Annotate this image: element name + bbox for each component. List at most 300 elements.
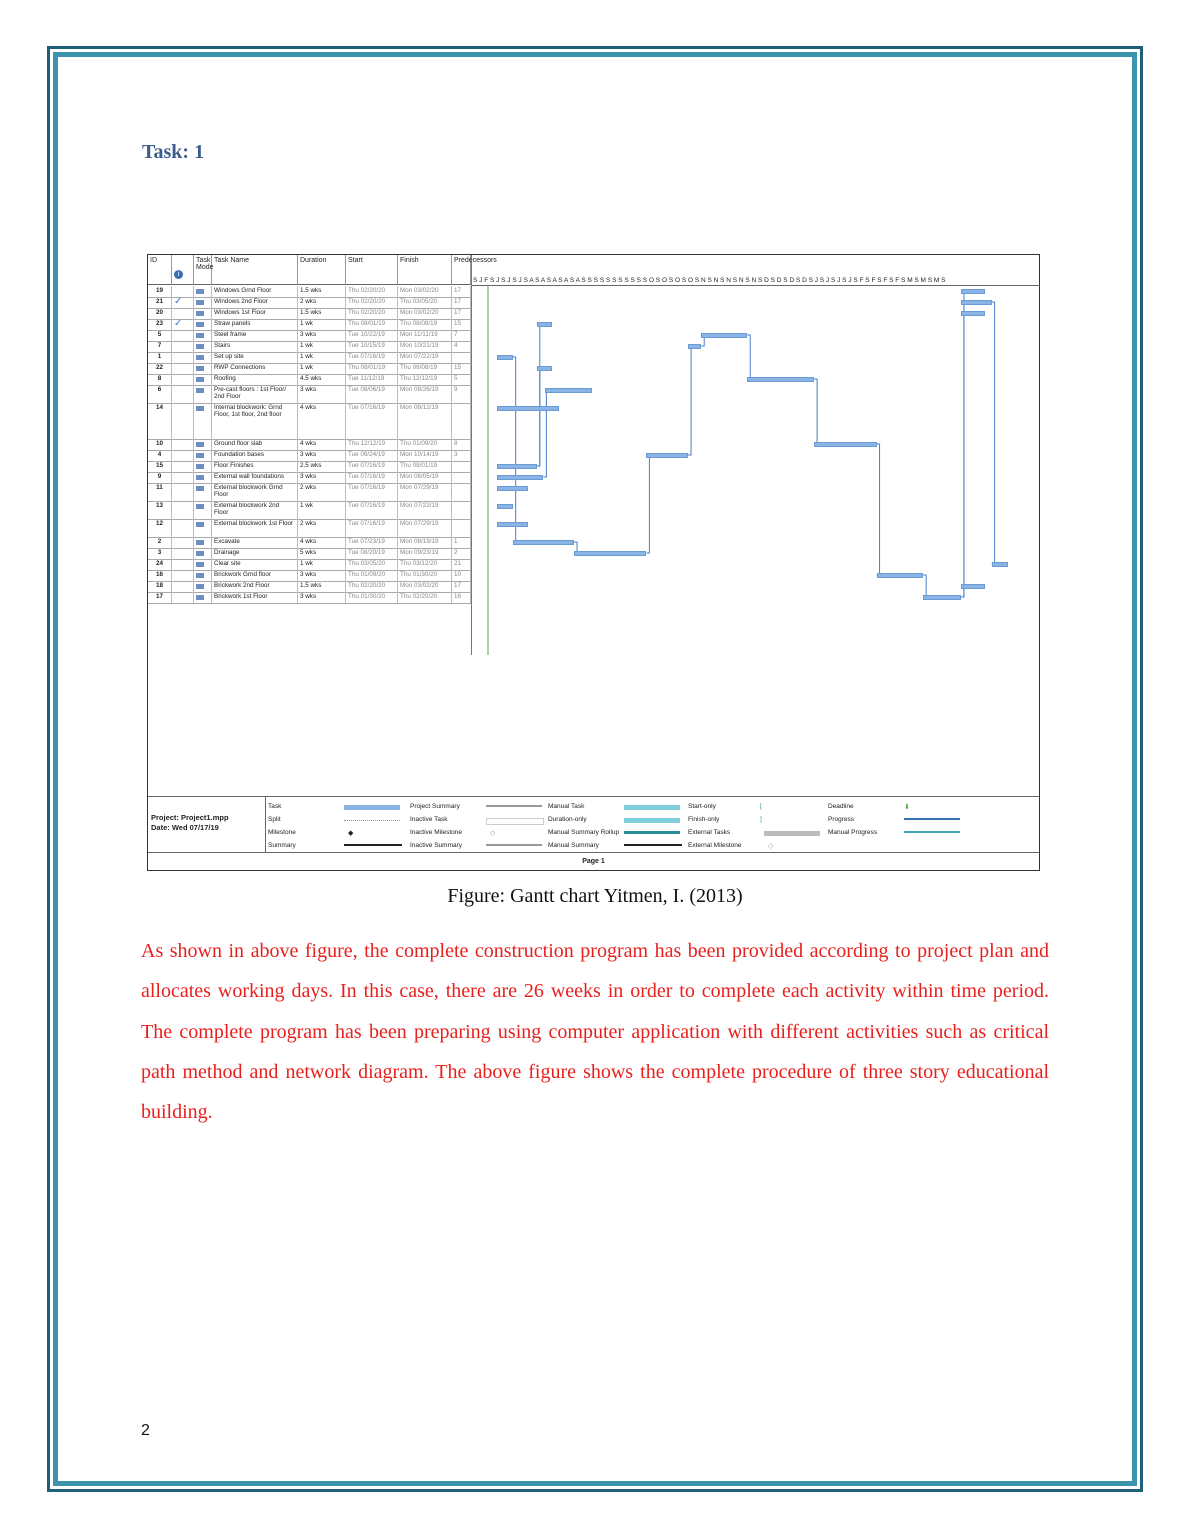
- header-predecessors: Predecessors: [452, 255, 471, 285]
- auto-schedule-icon: [196, 442, 204, 447]
- task-bar: [545, 388, 592, 393]
- task-duration: 5 wks: [298, 548, 346, 559]
- task-mode: [194, 450, 212, 461]
- task-id: 17: [148, 592, 172, 603]
- task-predecessors: [452, 352, 471, 363]
- task-check: [172, 559, 194, 570]
- task-predecessors: 2: [452, 548, 471, 559]
- task-bar: [574, 551, 646, 556]
- task-predecessors: 16: [452, 592, 471, 603]
- legend-swatch: [486, 818, 544, 825]
- task-mode: [194, 363, 212, 374]
- auto-schedule-icon: [196, 344, 204, 349]
- auto-schedule-icon: [196, 355, 204, 360]
- task-finish: Mon 10/14/19: [398, 450, 452, 461]
- task-id: 22: [148, 363, 172, 374]
- task-start: Thu 08/01/19: [346, 363, 398, 374]
- task-check: [172, 537, 194, 548]
- task-start: Thu 01/09/20: [346, 570, 398, 581]
- task-duration: 3 wks: [298, 385, 346, 403]
- task-start: Thu 12/12/19: [346, 439, 398, 450]
- task-mode: [194, 319, 212, 330]
- legend-swatch: [344, 820, 400, 821]
- task-finish: Mon 07/22/19: [398, 352, 452, 363]
- task-bar: [877, 573, 924, 578]
- task-bar: [513, 540, 574, 545]
- task-mode: [194, 341, 212, 352]
- task-duration: 3 wks: [298, 592, 346, 603]
- task-check: ✓: [172, 297, 194, 308]
- task-predecessors: [452, 403, 471, 439]
- project-name: Project: Project1.mpp: [151, 813, 229, 822]
- task-duration: 1 wk: [298, 352, 346, 363]
- task-id: 14: [148, 403, 172, 439]
- task-finish: Thu 01/09/20: [398, 439, 452, 450]
- task-duration: 2 wks: [298, 519, 346, 537]
- header-duration: Duration: [298, 255, 346, 285]
- task-id: 18: [148, 581, 172, 592]
- task-row: [148, 385, 471, 404]
- task-predecessors: 10: [452, 570, 471, 581]
- task-row: [148, 483, 471, 502]
- legend-label: Manual Summary Rollup: [548, 829, 620, 836]
- task-id: 16: [148, 570, 172, 581]
- task-duration: 4 wks: [298, 439, 346, 450]
- task-bar: [497, 504, 512, 509]
- task-mode: [194, 352, 212, 363]
- task-finish: Mon 08/26/19: [398, 385, 452, 403]
- task-mode: [194, 385, 212, 403]
- task-id: 5: [148, 330, 172, 341]
- task-check: ✓: [172, 319, 194, 330]
- task-check: [172, 403, 194, 439]
- task-duration: 3 wks: [298, 570, 346, 581]
- task-start: Tue 07/23/19: [346, 537, 398, 548]
- legend-swatch: ◇: [490, 830, 496, 837]
- task-name: External blockwork Grnd Floor: [212, 483, 298, 501]
- auto-schedule-icon: [196, 377, 204, 382]
- legend-label: Project Summary: [410, 803, 460, 810]
- task-row: [148, 501, 471, 520]
- task-name: Brickwork Grnd floor: [212, 570, 298, 581]
- timescale-labels: S J F S J S J S J S A S A S A S A S A S S S S S S S S S S S O S O S O S O S N S N S N S N S N S D S D S D S D S J S J S J S J S F S F S F S F S M S M S M S: [473, 277, 946, 284]
- task-duration: 2 wks: [298, 297, 346, 308]
- legend-swatch: [624, 805, 680, 810]
- legend-swatch: [624, 844, 682, 846]
- task-finish: Mon 03/02/20: [398, 581, 452, 592]
- task-bar: [497, 406, 558, 411]
- task-id: 4: [148, 450, 172, 461]
- task-mode: [194, 286, 212, 297]
- task-predecessors: [452, 483, 471, 501]
- task-name: Windows 1st Floor: [212, 308, 298, 319]
- task-bar: [497, 475, 543, 480]
- task-name: External wall foundations: [212, 472, 298, 483]
- dependency-link: [923, 575, 926, 597]
- task-predecessors: [452, 501, 471, 519]
- dependency-link: [646, 455, 649, 553]
- task-finish: Mon 07/22/19: [398, 501, 452, 519]
- task-finish: Mon 10/21/19: [398, 341, 452, 352]
- task-start: Tue 10/22/19: [346, 330, 398, 341]
- task-finish: Mon 11/11/19: [398, 330, 452, 341]
- legend-label: Milestone: [268, 829, 296, 836]
- auto-schedule-icon: [196, 595, 204, 600]
- legend-label: Task: [268, 803, 282, 810]
- task-name: Steel frame: [212, 330, 298, 341]
- task-duration: 1 wk: [298, 501, 346, 519]
- task-check: [172, 352, 194, 363]
- task-duration: 3 wks: [298, 330, 346, 341]
- legend-separator: [265, 797, 266, 853]
- task-start: Tue 07/16/19: [346, 352, 398, 363]
- auto-schedule-icon: [196, 322, 204, 327]
- task-id: 23: [148, 319, 172, 330]
- gantt-figure: [147, 254, 1040, 871]
- task-duration: 4 wks: [298, 537, 346, 548]
- task-finish: Mon 07/29/19: [398, 519, 452, 537]
- legend-swatch: [624, 818, 680, 823]
- task-id: 6: [148, 385, 172, 403]
- legend-label: Inactive Task: [410, 816, 448, 823]
- legend-label: Inactive Milestone: [410, 829, 463, 836]
- legend-swatch: [624, 831, 680, 834]
- task-duration: 1 wk: [298, 363, 346, 374]
- task-name: Windows Grnd Floor: [212, 286, 298, 297]
- task-bar: [537, 322, 552, 327]
- auto-schedule-icon: [196, 584, 204, 589]
- auto-schedule-icon: [196, 475, 204, 480]
- legend-swatch: [: [760, 803, 762, 810]
- task-start: Tue 08/06/19: [346, 385, 398, 403]
- task-name: Clear site: [212, 559, 298, 570]
- auto-schedule-icon: [196, 453, 204, 458]
- task-name: Brickwork 2nd Floor: [212, 581, 298, 592]
- task-bar: [497, 464, 536, 469]
- task-row: [148, 519, 471, 538]
- task-bar: [814, 442, 876, 447]
- task-duration: 4.5 wks: [298, 374, 346, 385]
- task-predecessors: 15: [452, 363, 471, 374]
- auto-schedule-icon: [196, 504, 204, 509]
- task-name: Set up site: [212, 352, 298, 363]
- auto-schedule-icon: [196, 300, 204, 305]
- task-start: Thu 08/01/19: [346, 319, 398, 330]
- task-predecessors: 4: [452, 341, 471, 352]
- task-row: [148, 592, 471, 604]
- task-start: Thu 02/20/20: [346, 286, 398, 297]
- task-mode: [194, 519, 212, 537]
- auto-schedule-icon: [196, 540, 204, 545]
- task-id: 10: [148, 439, 172, 450]
- task-predecessors: 3: [452, 450, 471, 461]
- task-finish: Thu 01/30/20: [398, 570, 452, 581]
- task-duration: 1.5 wks: [298, 581, 346, 592]
- legend-label: Duration-only: [548, 816, 587, 823]
- legend-label: Manual Progress: [828, 829, 878, 836]
- header-start: Start: [346, 255, 398, 285]
- task-duration: 2 wks: [298, 483, 346, 501]
- header-name: Task Name: [212, 255, 298, 285]
- legend-swatch: [486, 805, 542, 807]
- task-id: 13: [148, 501, 172, 519]
- task-finish: Thu 03/05/20: [398, 297, 452, 308]
- task-id: 19: [148, 286, 172, 297]
- header-id: ID: [148, 255, 172, 285]
- legend-swatch: [344, 805, 400, 810]
- task-check: [172, 472, 194, 483]
- auto-schedule-icon: [196, 522, 204, 527]
- task-name: External blockwork 2nd Floor: [212, 501, 298, 519]
- figure-caption: Figure: Gantt chart Yitmen, I. (2013): [447, 885, 743, 907]
- dependency-link: [992, 302, 995, 564]
- task-bar: [688, 344, 701, 349]
- task-start: Tue 07/16/19: [346, 483, 398, 501]
- task-mode: [194, 330, 212, 341]
- task-start: Tue 07/16/19: [346, 519, 398, 537]
- task-mode: [194, 403, 212, 439]
- task-start: Thu 03/05/20: [346, 559, 398, 570]
- auto-schedule-icon: [196, 388, 204, 393]
- header-finish: Finish: [398, 255, 452, 285]
- task-name: Stairs: [212, 341, 298, 352]
- task-mode: [194, 297, 212, 308]
- legend-swatch: ◇: [768, 843, 774, 850]
- task-name: Foundation bases: [212, 450, 298, 461]
- task-predecessors: 5: [452, 374, 471, 385]
- task-check: [172, 341, 194, 352]
- task-finish: Mon 08/05/19: [398, 472, 452, 483]
- task-id: 21: [148, 297, 172, 308]
- body-paragraph: As shown in above figure, the complete construction program has been provided according to project plan and allocates working days. In this case, there are 26 weeks in order to complete each activity within time period. The complete program has been preparing using computer application with different activities such as critical path method and network diagram. The above figure shows the complete procedure of three story educational building.: [141, 940, 1049, 1124]
- task-mode: [194, 374, 212, 385]
- task-finish: Thu 08/08/19: [398, 319, 452, 330]
- task-check: [172, 385, 194, 403]
- task-row: [148, 403, 471, 440]
- task-id: 12: [148, 519, 172, 537]
- task-bar: [747, 377, 814, 382]
- task-start: Tue 07/16/19: [346, 403, 398, 439]
- task-bar: [923, 595, 961, 600]
- dependency-link: [543, 390, 546, 477]
- auto-schedule-icon: [196, 573, 204, 578]
- task-finish: Mon 08/19/19: [398, 537, 452, 548]
- task-check: [172, 501, 194, 519]
- legend-label: Progress: [828, 816, 855, 823]
- task-start: Thu 01/30/20: [346, 592, 398, 603]
- task-mode: [194, 592, 212, 603]
- task-duration: 3 wks: [298, 450, 346, 461]
- dependency-link: [747, 335, 750, 379]
- task-duration: 3 wks: [298, 472, 346, 483]
- task-mode: [194, 581, 212, 592]
- task-name: Excavate: [212, 537, 298, 548]
- task-duration: 1 wk: [298, 559, 346, 570]
- task-check: [172, 570, 194, 581]
- task-id: 3: [148, 548, 172, 559]
- task-duration: 1 wk: [298, 341, 346, 352]
- task-bar: [961, 289, 985, 294]
- task-bar: [961, 584, 985, 589]
- task-mode: [194, 559, 212, 570]
- task-finish: Thu 03/12/20: [398, 559, 452, 570]
- task-id: 24: [148, 559, 172, 570]
- task-predecessors: 9: [452, 385, 471, 403]
- task-mode: [194, 501, 212, 519]
- task-check: [172, 548, 194, 559]
- legend-label: Start-only: [688, 803, 716, 810]
- task-predecessors: [452, 461, 471, 472]
- task-mode: [194, 483, 212, 501]
- auto-schedule-icon: [196, 333, 204, 338]
- task-finish: Thu 02/20/20: [398, 592, 452, 603]
- legend-label: Manual Summary: [548, 842, 599, 849]
- legend-swatch: ⬇: [904, 804, 910, 811]
- task-duration: 2.5 wks: [298, 461, 346, 472]
- task-name: Drainage: [212, 548, 298, 559]
- auto-schedule-icon: [196, 464, 204, 469]
- task-name: Floor Finishes: [212, 461, 298, 472]
- task-id: 11: [148, 483, 172, 501]
- task-name: Pre-cast floors : 1st Floor/ 2nd Floor: [212, 385, 298, 403]
- task-finish: Mon 09/23/19: [398, 548, 452, 559]
- task-start: Tue 07/16/19: [346, 501, 398, 519]
- task-mode: [194, 472, 212, 483]
- task-check: [172, 461, 194, 472]
- task-id: 15: [148, 461, 172, 472]
- task-id: 7: [148, 341, 172, 352]
- task-mode: [194, 439, 212, 450]
- legend-label: Inactive Summary: [410, 842, 463, 849]
- task-finish: Thu 08/08/19: [398, 363, 452, 374]
- task-bar: [961, 300, 992, 305]
- task-predecessors: [452, 472, 471, 483]
- task-check: [172, 450, 194, 461]
- task-finish: Mon 07/29/19: [398, 483, 452, 501]
- task-duration: 4 wks: [298, 403, 346, 439]
- task-bar: [646, 453, 688, 458]
- dependency-link: [513, 357, 516, 542]
- auto-schedule-icon: [196, 289, 204, 294]
- task-bar: [537, 366, 552, 371]
- task-predecessors: 8: [452, 439, 471, 450]
- auto-schedule-icon: [196, 366, 204, 371]
- task-check: [172, 581, 194, 592]
- header-mode: Task Mode: [194, 255, 212, 285]
- task-duration: 1.5 wks: [298, 286, 346, 297]
- task-predecessors: 17: [452, 286, 471, 297]
- task-predecessors: 1: [452, 537, 471, 548]
- task-mode: [194, 570, 212, 581]
- auto-schedule-icon: [196, 562, 204, 567]
- task-id: 9: [148, 472, 172, 483]
- legend-swatch: ◆: [348, 830, 354, 837]
- task-id: 2: [148, 537, 172, 548]
- task-finish: Thu 08/01/19: [398, 461, 452, 472]
- legend-label: Deadline: [828, 803, 854, 810]
- task-finish: Thu 12/12/19: [398, 374, 452, 385]
- auto-schedule-icon: [196, 311, 204, 316]
- dependency-link: [814, 379, 817, 444]
- legend-label: External Tasks: [688, 829, 731, 836]
- task-check: [172, 439, 194, 450]
- task-name: Ground floor slab: [212, 439, 298, 450]
- project-date: Date: Wed 07/17/19: [151, 823, 219, 832]
- task-name: RWP Connections: [212, 363, 298, 374]
- task-start: Tue 07/16/19: [346, 461, 398, 472]
- task-bar: [961, 311, 985, 316]
- task-name: External blockwork 1st Floor: [212, 519, 298, 537]
- task-check: [172, 483, 194, 501]
- task-check: [172, 363, 194, 374]
- legend-swatch: [344, 844, 402, 846]
- legend-swatch: [486, 844, 542, 846]
- task-predecessors: [452, 519, 471, 537]
- task-start: Thu 02/20/20: [346, 581, 398, 592]
- auto-schedule-icon: [196, 406, 204, 411]
- task-name: Brickwork 1st Floor: [212, 592, 298, 603]
- task-check: [172, 374, 194, 385]
- task-mode: [194, 461, 212, 472]
- legend-label: Summary: [268, 842, 296, 849]
- task-start: Tue 11/12/19: [346, 374, 398, 385]
- legend: [148, 796, 1039, 853]
- dependency-link: [537, 368, 540, 466]
- legend-swatch: [764, 831, 820, 836]
- task-duration: 1.5 wks: [298, 308, 346, 319]
- task-bar: [497, 522, 528, 527]
- task-id: 20: [148, 308, 172, 319]
- section-heading: Task: 1: [142, 141, 205, 163]
- dependency-link: [877, 444, 880, 575]
- project-info: [151, 813, 229, 833]
- task-bar: [701, 333, 747, 338]
- auto-schedule-icon: [196, 486, 204, 491]
- legend-swatch: ]: [760, 816, 762, 823]
- legend-swatch: [904, 831, 960, 833]
- legend-label: External Milestone: [688, 842, 742, 849]
- gantt-chart-area: [471, 255, 1040, 655]
- task-finish: Mon 08/12/19: [398, 403, 452, 439]
- task-bar: [497, 355, 512, 360]
- info-icon: i: [174, 270, 183, 279]
- task-start: Tue 10/15/19: [346, 341, 398, 352]
- task-name: Straw panels: [212, 319, 298, 330]
- figure-page-label: Page 1: [148, 852, 1039, 871]
- task-mode: [194, 308, 212, 319]
- legend-label: Finish-only: [688, 816, 720, 823]
- page-number: 2: [141, 1422, 150, 1439]
- legend-swatch: [904, 818, 960, 820]
- task-predecessors: 7: [452, 330, 471, 341]
- legend-label: Manual Task: [548, 803, 585, 810]
- task-predecessors: 15: [452, 319, 471, 330]
- task-start: Thu 02/20/20: [346, 297, 398, 308]
- task-predecessors: 17: [452, 581, 471, 592]
- legend-label: Split: [268, 816, 281, 823]
- dependency-link: [961, 313, 964, 597]
- task-check: [172, 330, 194, 341]
- task-finish: Mon 03/02/20: [398, 286, 452, 297]
- task-start: Tue 07/16/19: [346, 472, 398, 483]
- task-predecessors: 17: [452, 308, 471, 319]
- task-predecessors: 21: [452, 559, 471, 570]
- task-duration: 1 wk: [298, 319, 346, 330]
- task-start: Thu 02/20/20: [346, 308, 398, 319]
- header-info: [172, 255, 194, 285]
- task-name: Internal blockwork: Grnd Floor, 1st floor, 2nd floor: [212, 403, 298, 439]
- auto-schedule-icon: [196, 551, 204, 556]
